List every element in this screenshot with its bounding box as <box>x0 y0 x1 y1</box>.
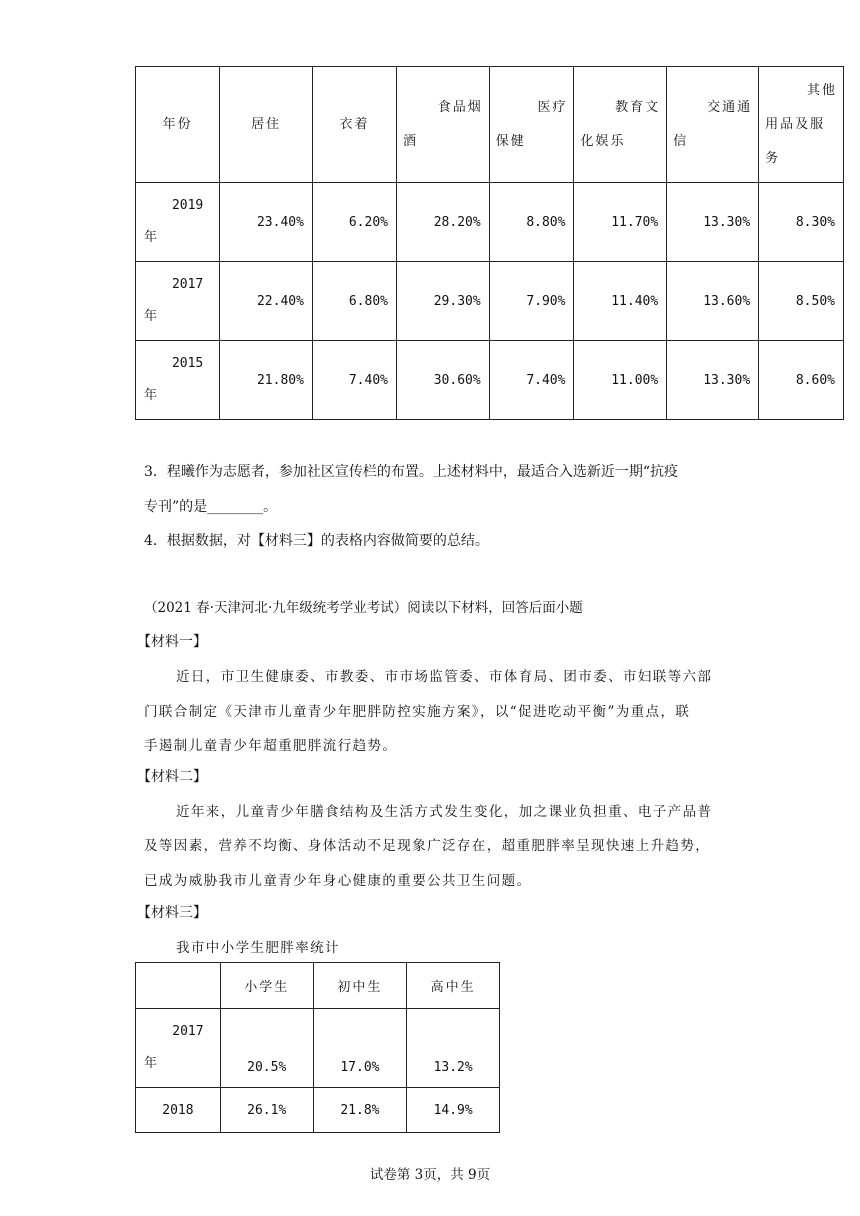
source-note: （2021 春·天津河北·九年级统考学业考试）阅读以下材料，回答后面小题 <box>144 600 583 616</box>
value-cell: 6.80% <box>312 262 396 341</box>
header-cell: 小学生 <box>220 963 313 1009</box>
header-label: 酒 <box>402 133 418 149</box>
year-value: 2017 <box>172 1024 204 1039</box>
question-4: 4．根据数据，对【材料三】的表格内容做简要的总结。 <box>144 533 489 549</box>
table-row <box>136 183 844 262</box>
paragraph-line: 已成为威胁我市儿童青少年身心健康的重要公共卫生问题。 <box>144 873 532 889</box>
paragraph-line: 及等因素，营养不均衡、身体活动不足现象广泛存在，超重肥胖率呈现快速上升趋势， <box>144 838 711 854</box>
value-cell: 7.40% <box>489 341 574 420</box>
header-label: 食品烟 <box>437 99 483 115</box>
header-label: 医疗 <box>537 99 568 115</box>
header-label: 其他 <box>806 82 837 98</box>
year-cell <box>136 262 220 341</box>
value-cell: 11.40% <box>574 262 667 341</box>
value-cell: 8.50% <box>759 262 844 341</box>
paragraph-line: 门联合制定《天津市儿童青少年肥胖防控实施方案》，以“促进吃动平衡”为重点，联 <box>144 704 691 720</box>
year-cell <box>136 341 220 420</box>
value-cell: 29.30% <box>396 262 489 341</box>
page-footer: 试卷第 3页，共 9页 <box>369 1167 491 1183</box>
value-cell: 13.30% <box>667 341 759 420</box>
obesity-rate-table <box>135 962 500 1133</box>
header-label: 交通通 <box>707 99 753 115</box>
question-3-line-2: 专刊”的是________。 <box>144 499 278 515</box>
year-value: 2017 <box>171 277 204 292</box>
value-cell: 30.60% <box>396 341 489 420</box>
paragraph-line: 近年来，儿童青少年膳食结构及生活方式发生变化，加之课业负担重、电子产品普 <box>176 804 713 820</box>
value-cell: 21.8% <box>313 1088 407 1133</box>
value-cell: 13.60% <box>667 262 759 341</box>
material-3-title: 【材料三】 <box>137 905 207 921</box>
table-row <box>136 341 844 420</box>
year-suffix: 年 <box>144 309 158 324</box>
year-suffix: 年 <box>144 1056 158 1071</box>
value-cell: 22.40% <box>220 262 313 341</box>
value-cell: 6.20% <box>312 183 396 262</box>
header-label: 化娱乐 <box>580 133 626 149</box>
header-cell <box>489 67 574 183</box>
year-suffix: 年 <box>144 230 158 245</box>
header-label: 居住 <box>251 116 282 132</box>
year-cell: 2018 <box>136 1088 221 1133</box>
paragraph-line: 近日，市卫生健康委、市教委、市市场监管委、市体育局、团市委、市妇联等六部 <box>176 669 713 685</box>
table-header-row <box>136 963 500 1009</box>
header-label: 用品及服 <box>765 116 826 132</box>
header-label: 教育文 <box>615 99 661 115</box>
table-row <box>136 262 844 341</box>
value-cell: 26.1% <box>220 1088 313 1133</box>
material-1-title: 【材料一】 <box>137 634 207 650</box>
header-label: 信 <box>673 133 689 149</box>
header-cell <box>759 67 844 183</box>
header-cell: 高中生 <box>407 963 500 1009</box>
value-cell: 11.70% <box>574 183 667 262</box>
value-cell: 8.80% <box>489 183 574 262</box>
header-cell <box>667 67 759 183</box>
value-cell: 8.30% <box>759 183 844 262</box>
year-value: 2019 <box>171 198 204 213</box>
value-cell: 28.20% <box>396 183 489 262</box>
value-cell: 11.00% <box>574 341 667 420</box>
header-label: 年份 <box>162 116 193 132</box>
header-label: 衣着 <box>339 116 370 132</box>
year-suffix: 年 <box>144 388 158 403</box>
header-label: 务 <box>765 150 781 166</box>
year-cell <box>136 1009 221 1088</box>
value-cell: 23.40% <box>220 183 313 262</box>
value-cell: 20.5% <box>220 1009 313 1088</box>
header-cell <box>136 963 221 1009</box>
consumption-table <box>135 66 844 420</box>
paragraph-line: 手遏制儿童青少年超重肥胖流行趋势。 <box>144 738 398 754</box>
value-cell: 17.0% <box>313 1009 407 1088</box>
value-cell: 14.9% <box>407 1088 500 1133</box>
year-cell <box>136 183 220 262</box>
header-cell <box>220 67 313 183</box>
year-value: 2015 <box>171 356 204 371</box>
header-cell <box>312 67 396 183</box>
header-cell <box>396 67 489 183</box>
header-cell <box>574 67 667 183</box>
question-3-line-1: 3．程曦作为志愿者，参加社区宣传栏的布置。上述材料中，最适合入选新近一期“抗疫 <box>144 464 679 480</box>
header-label: 保健 <box>495 133 526 149</box>
table-caption: 我市中小学生肥胖率统计 <box>176 940 340 956</box>
table-row <box>136 1088 500 1133</box>
value-cell: 13.30% <box>667 183 759 262</box>
value-cell: 7.40% <box>312 341 396 420</box>
value-cell: 8.60% <box>759 341 844 420</box>
header-cell: 初中生 <box>313 963 407 1009</box>
value-cell: 21.80% <box>220 341 313 420</box>
table-header-row <box>136 67 844 183</box>
table-row <box>136 1009 500 1088</box>
value-cell: 13.2% <box>407 1009 500 1088</box>
material-2-title: 【材料二】 <box>137 769 207 785</box>
value-cell: 7.90% <box>489 262 574 341</box>
header-cell <box>136 67 220 183</box>
